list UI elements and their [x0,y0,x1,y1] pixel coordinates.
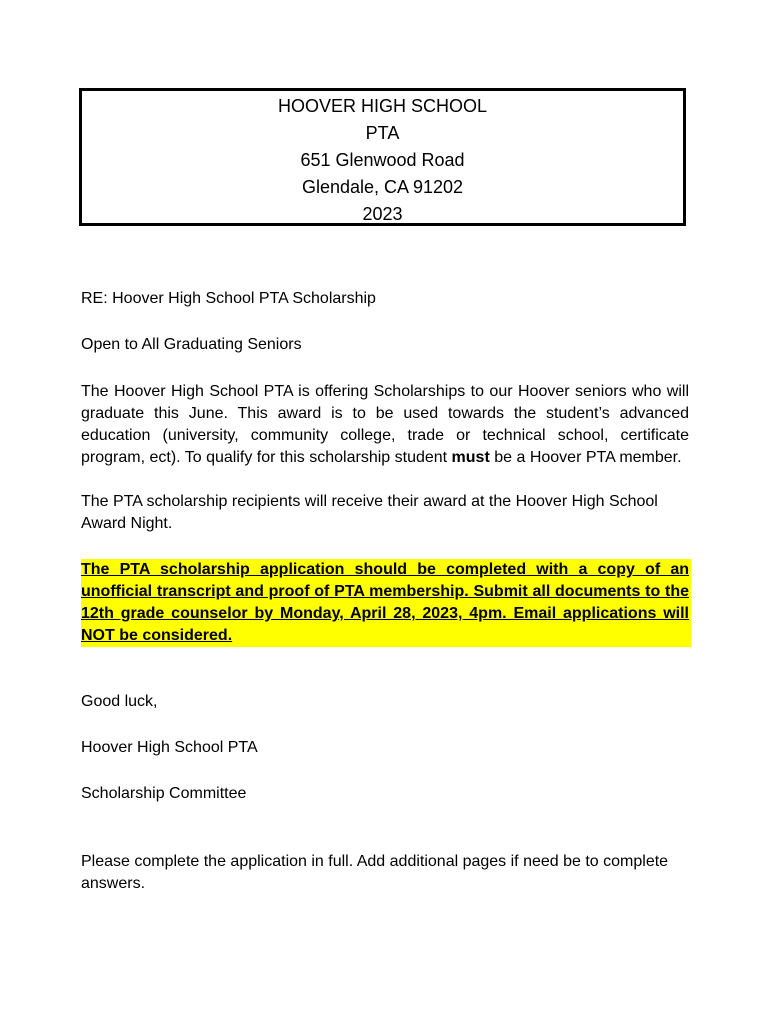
organization-name: PTA [365,123,400,143]
award-night-paragraph: The PTA scholarship recipients will receive their award at the Hoover High School Award Night. [81,493,658,532]
emphasis-must: must [451,449,490,466]
letter-body [81,288,689,895]
highlighted-notice [81,559,691,647]
signature-organization: Hoover High School PTA [81,739,258,756]
eligibility-line: Open to All Graduating Seniors [81,336,302,353]
school-name: HOOVER HIGH SCHOOL [277,96,488,116]
description-text-start: The Hoover High School PTA is offering Scholarships to our Hoover seniors who will graduate this June. This award is to be used towards the student’s advanced education (university, community college, trade or technical school, certificate program, ect). To qualify for this scholarship student [81,383,689,466]
subject-line: RE: Hoover High School PTA Scholarship [81,290,376,307]
description-paragraph [81,381,689,469]
city-state-zip: Glendale, CA 91202 [301,177,464,197]
closing-line: Good luck, [81,693,158,710]
application-instructions: Please complete the application in full. Add additional pages if need be to complete answers. [81,853,669,892]
year: 2023 [362,204,403,224]
street-address: 651 Glenwood Road [300,150,465,170]
submission-instructions: The PTA scholarship application should be completed with a copy of an unofficial transcript and proof of PTA membership. Submit all documents to the 12th grade counselor by Monday, April 28, 2023, 4pm. Email applications will NOT be considered. [81,561,689,644]
description-text-end: be a Hoover PTA member. [489,449,682,466]
letterhead-box [79,88,686,226]
signature-committee: Scholarship Committee [81,785,247,802]
